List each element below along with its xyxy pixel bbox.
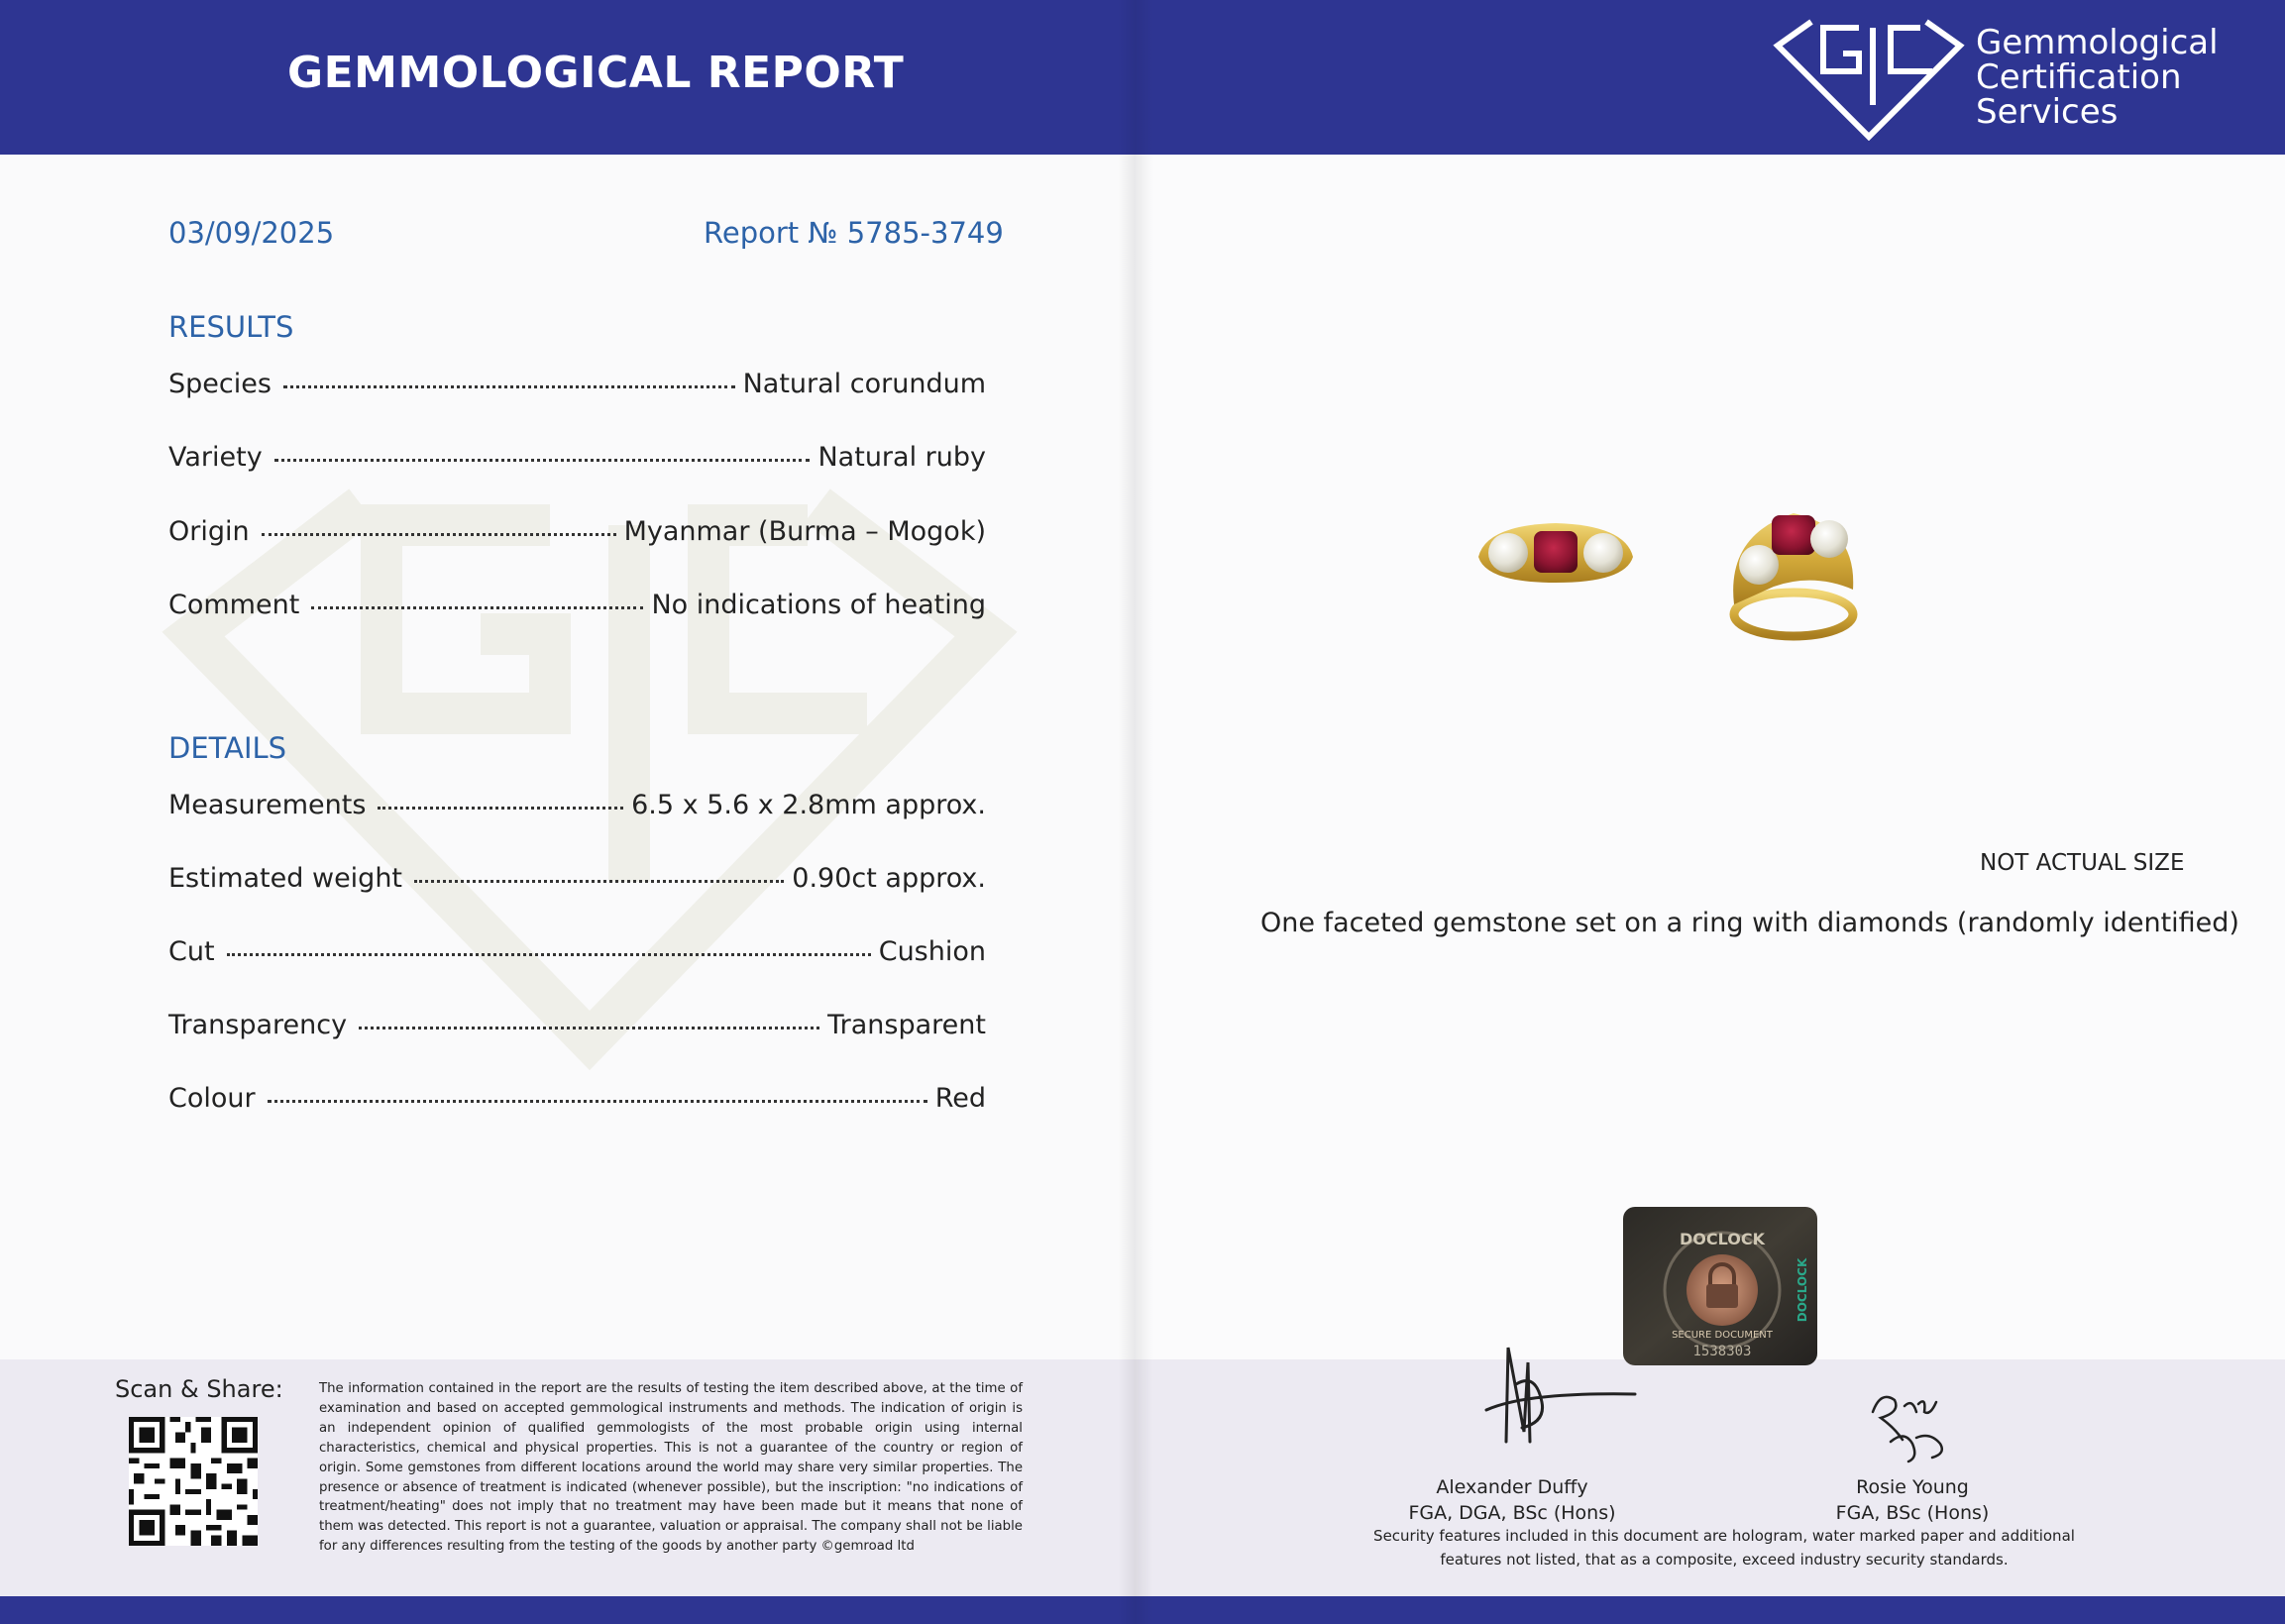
brand-line-2: Certification — [1976, 57, 2182, 97]
hologram-serial: 1538303 — [1692, 1344, 1752, 1359]
results-row-origin — [168, 516, 986, 547]
hologram-seal-text: SECURE DOCUMENT — [1672, 1330, 1773, 1341]
report-date: 03/09/2025 — [168, 216, 335, 250]
brand-logo — [1772, 14, 2247, 141]
report-number: Report № 5785-3749 — [704, 216, 1004, 250]
report-title: GEMMOLOGICAL REPORT — [287, 48, 905, 98]
row-label: Origin — [168, 516, 250, 547]
details-row-weight — [168, 863, 986, 894]
row-label: Estimated weight — [168, 863, 403, 894]
signatory-2-credentials: FGA, BSc (Hons) — [1835, 1502, 1990, 1524]
ring-front-view — [1478, 523, 1633, 583]
disclaimer-text: The information contained in the report are the results of testing the item described above, at the time of examination and based on accepted gemmological instruments and methods. The indication of origin is an independent opinion of qualified gemmologists of the most probable origin using internal characteristics, chemical and physical properties. This is not a guarantee of the country or region of origin. Some gemstones from different locations around the world may share very similar properties. The presence or absence of treatment is indicated (whenever possible), but the inscription: "no indications of treatment/heating" does not imply that no treatment may have been made but it means that none of them was detected. This report is not a guarantee, valuation or appraisal. The company shall not be liable for any differences resulting from the testing of the goods by another party ©gemroad ltd — [319, 1381, 1023, 1555]
results-row-comment — [168, 590, 986, 620]
row-value: Myanmar (Burma – Mogok) — [623, 516, 986, 547]
brand-line-3: Services — [1976, 92, 2119, 132]
row-value: Cushion — [878, 936, 986, 967]
results-row-species — [168, 369, 986, 399]
details-row-transparency — [168, 1010, 986, 1040]
ring-photo — [1467, 466, 1922, 664]
brand-name — [1976, 23, 2219, 132]
doclock-hologram — [1623, 1207, 1817, 1365]
results-row-variety — [168, 442, 986, 473]
hologram-side-brand: DOCLOCK — [1795, 1257, 1809, 1323]
row-value: Transparent — [827, 1010, 986, 1040]
row-label: Comment — [168, 590, 300, 620]
row-label: Variety — [168, 442, 263, 473]
left-page — [0, 0, 1136, 1624]
brand-line-1: Gemmological — [1976, 23, 2219, 62]
results-heading: RESULTS — [168, 310, 294, 344]
details-row-measurements — [168, 790, 986, 820]
footer-band — [1136, 1596, 2285, 1624]
footer-band — [0, 1596, 1136, 1624]
details-heading: DETAILS — [168, 731, 287, 765]
not-actual-size-note: NOT ACTUAL SIZE — [1980, 850, 2185, 876]
hologram-brand: DOCLOCK — [1680, 1230, 1765, 1248]
row-label: Transparency — [168, 1010, 348, 1040]
signatory-2-name: Rosie Young — [1856, 1476, 1969, 1498]
gcs-logo-icon — [1772, 14, 1970, 141]
signature-alexander-duffy — [1447, 1333, 1645, 1452]
details-row-cut — [168, 936, 986, 967]
row-label: Colour — [168, 1083, 256, 1114]
row-value: Red — [934, 1083, 986, 1114]
security-note: Security features included in this document are hologram, water marked paper and additional features not listed, that as a composite, exceed industry security standards. — [1373, 1527, 2075, 1569]
signature-rosie-young — [1861, 1382, 1980, 1471]
row-value: 6.5 x 5.6 x 2.8mm approx. — [631, 790, 986, 820]
item-description: One faceted gemstone set on a ring with diamonds (randomly identified) — [1260, 908, 2239, 938]
qr-code-icon[interactable] — [129, 1417, 258, 1546]
signatory-2 — [1764, 1474, 2061, 1526]
row-label: Measurements — [168, 790, 367, 820]
gcs-watermark-logo — [134, 466, 1045, 1080]
signatory-1-credentials: FGA, DGA, BSc (Hons) — [1408, 1502, 1616, 1524]
signatory-1-name: Alexander Duffy — [1436, 1476, 1588, 1498]
row-value: No indications of heating — [651, 590, 986, 620]
right-page — [1136, 0, 2285, 1624]
row-value: 0.90ct approx. — [792, 863, 986, 894]
ring-angled-view — [1733, 513, 1853, 636]
row-value: Natural ruby — [817, 442, 986, 473]
details-row-colour — [168, 1083, 986, 1114]
signatory-1 — [1363, 1474, 1661, 1526]
row-value: Natural corundum — [742, 369, 986, 399]
row-label: Cut — [168, 936, 215, 967]
scan-share-label: Scan & Share: — [115, 1375, 283, 1403]
row-label: Species — [168, 369, 272, 399]
